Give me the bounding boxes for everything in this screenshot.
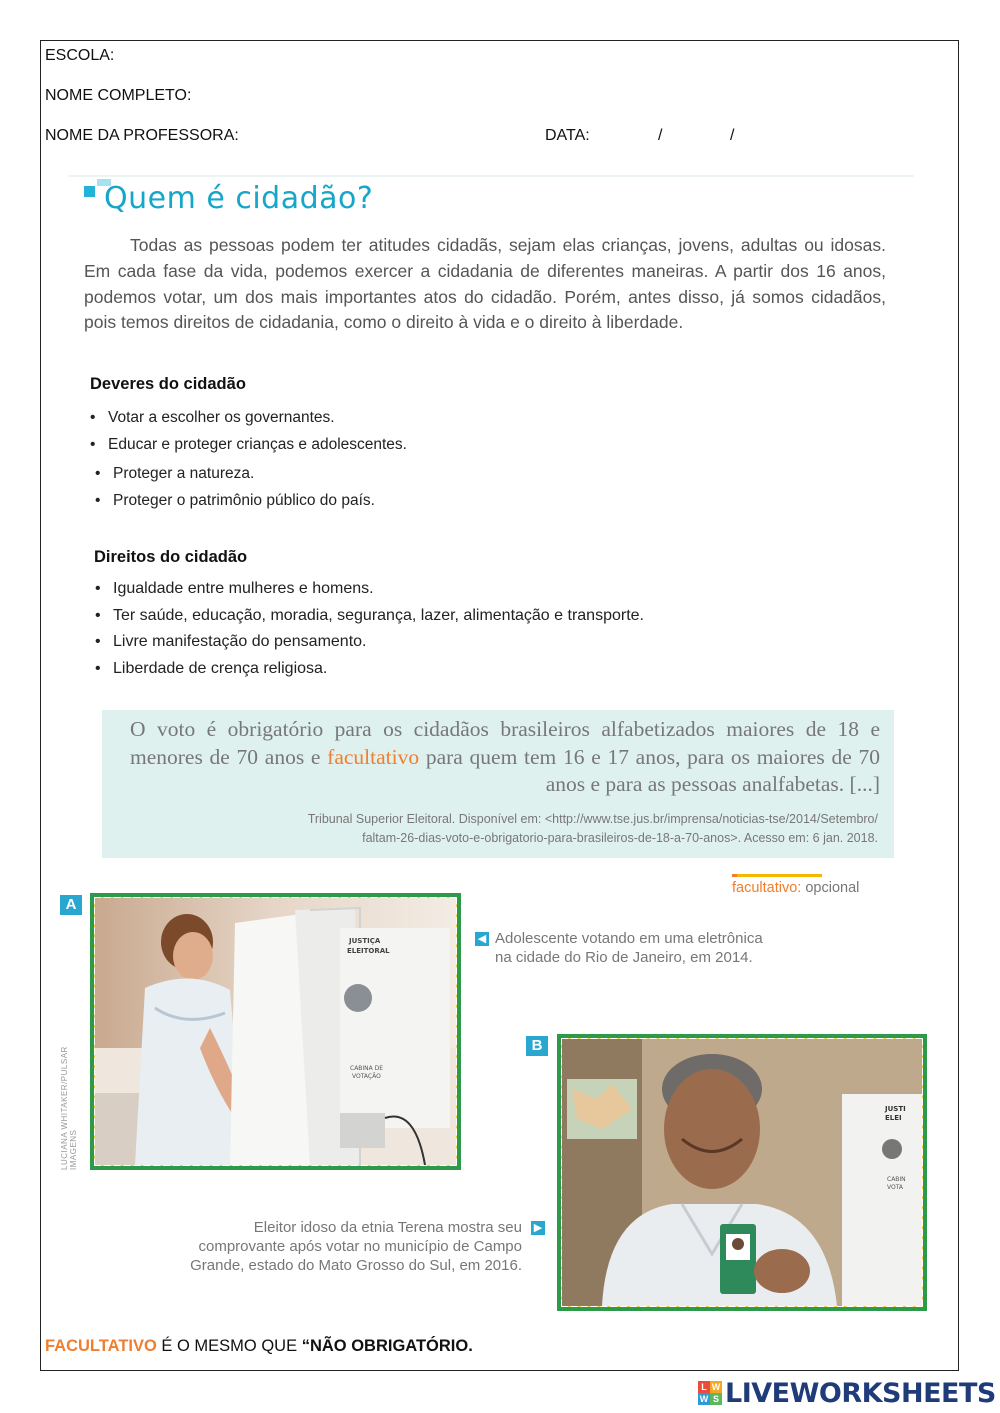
photo-a-caption (495, 929, 763, 967)
caption-line: Grande, estado do Mato Grosso do Sul, em 2016. (190, 1257, 522, 1274)
caption-line: na cidade do Rio de Janeiro, em 2014. (495, 949, 753, 966)
direitos-list (93, 576, 644, 682)
footnote-emphasis: NÃO OBRIGATÓRIO. (309, 1337, 473, 1355)
liveworksheets-logo[interactable] (698, 1377, 996, 1409)
date-separator: / (730, 127, 735, 144)
footnote-quote-mark: “ (301, 1337, 310, 1355)
quote-source-line: Tribunal Superior Eleitoral. Disponível em: <http://www.tse.jus.br/imprensa/noticias-tse/2014/Setembro/ (307, 812, 878, 826)
caption-line: Adolescente votando em uma eletrônica (495, 930, 763, 947)
photo-b-image (562, 1039, 922, 1306)
footnote-text: É O MESMO QUE (156, 1337, 302, 1355)
photo-b-badge: B (526, 1036, 548, 1056)
booth-label: ELEI (885, 1114, 902, 1122)
photo-b-caption (100, 1218, 522, 1275)
photo-a-badge: A (60, 895, 82, 915)
glossary-rule-accent (732, 874, 737, 877)
booth-label: CABINA DE (350, 1065, 384, 1072)
list-item: • Proteger o patrimônio público do país. (93, 487, 407, 514)
quote-text-end: para quem tem 16 e 17 anos, para os maiores de 70 anos e para as pessoas analfabetas. [...] (419, 744, 880, 796)
list-item: • Igualdade entre mulheres e homens. (93, 576, 644, 603)
quote-text-start: O voto é obrigatório para os cidadãos brasileiros alfabetizados maiores de 18 e menores de 70 anos e (130, 717, 880, 769)
quote-text (130, 716, 880, 799)
caption-line: Eleitor idoso da etnia Terena mostra seu (253, 1219, 522, 1236)
booth-label: JUSTIÇA (349, 937, 381, 945)
quote-highlight-term: facultativo (327, 744, 420, 769)
liveworksheets-icon (698, 1381, 722, 1405)
footnote-term: FACULTATIVO (45, 1337, 157, 1355)
title-square-icon (84, 186, 95, 197)
logo-tile: L (698, 1381, 710, 1393)
logo-tile: W (699, 1394, 709, 1404)
quote-source-line: faltam-26-dias-voto-e-obrigatorio-para-brasileiros-de-18-a-70-anos>. Acesso em: 6 jan. 2018. (362, 831, 878, 845)
escola-label: ESCOLA: (45, 47, 115, 64)
glossary-term: facultativo: (732, 880, 802, 896)
quote-source (108, 810, 878, 848)
caption-line: comprovante após votar no município de Campo (198, 1238, 522, 1255)
intro-paragraph (84, 233, 886, 336)
list-item: • Livre manifestação do pensamento. (93, 629, 644, 656)
list-item: • Votar a escolher os governantes. (88, 404, 407, 431)
logo-tile: S (710, 1393, 722, 1405)
booth-label: JUSTI (885, 1105, 906, 1113)
list-item: • Proteger a natureza. (93, 460, 407, 487)
deveres-list (88, 404, 407, 514)
booth-label: VOTAÇÃO (352, 1073, 381, 1080)
date-separator: / (658, 127, 663, 144)
booth-label: VOTA (887, 1184, 904, 1191)
photo-b (557, 1034, 927, 1311)
brand-name: LIVEWORKSHEETS (725, 1377, 996, 1409)
quote-box (102, 710, 894, 858)
photo-a-credit: LUCIANA WHITAKER/PULSAR IMAGENS (60, 1046, 78, 1170)
photo-a (90, 893, 461, 1170)
caption-arrow-right-icon: ▶ (531, 1221, 545, 1235)
nome-completo-label: NOME COMPLETO: (45, 87, 192, 104)
intro-text: Todas as pessoas podem ter atitudes cidadãs, sejam elas crianças, jovens, adultas ou idosas. Em cada fase da vida, podemos exercer a cidadania de diferentes maneiras. A partir dos 16 anos, podemos votar, um dos mais importantes atos do cidadão. Porém, antes disso, já somos cidadãos, pois temos direitos de cidadania, como o direito à vida e o direito à liberdade. (84, 235, 886, 333)
direitos-title: Direitos do cidadão (94, 548, 248, 566)
deveres-title: Deveres do cidadão (90, 375, 246, 393)
title-rule (68, 175, 914, 177)
glossary-definition: opcional (801, 880, 860, 896)
data-label: DATA: (545, 127, 590, 144)
nome-professora-label: NOME DA PROFESSORA: (45, 127, 239, 144)
caption-arrow-left-icon: ◀ (475, 932, 489, 946)
booth-label: ELEITORAL (347, 947, 390, 955)
list-item: • Educar e proteger crianças e adolescentes. (88, 431, 407, 458)
logo-tile: W (711, 1382, 721, 1392)
photo-a-image (95, 898, 456, 1165)
list-item: • Liberdade de crença religiosa. (93, 656, 644, 683)
glossary-rule (732, 874, 822, 877)
booth-label: CABIN (887, 1176, 906, 1183)
list-item: • Ter saúde, educação, moradia, segurança, lazer, alimentação e transporte. (93, 603, 644, 630)
glossary-entry (732, 880, 859, 896)
page-title: Quem é cidadão? (104, 181, 374, 216)
footnote (45, 1337, 473, 1356)
